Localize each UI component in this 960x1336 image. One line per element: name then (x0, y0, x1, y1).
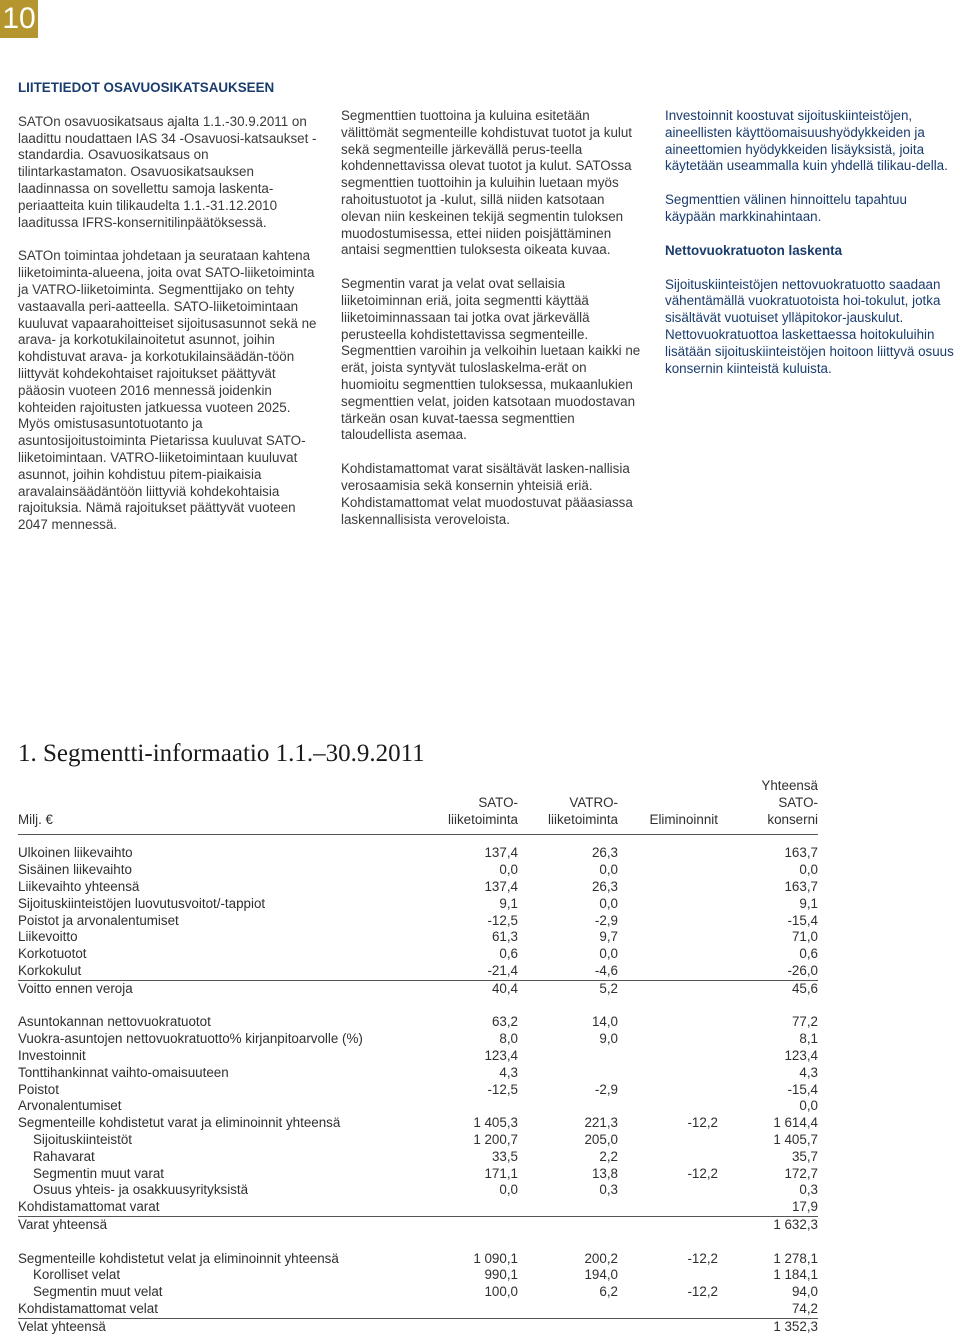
cell-c3 (618, 1132, 718, 1149)
row-label: Korkokulut (18, 963, 378, 980)
cell-c4: 17,9 (718, 1199, 818, 1216)
cell-c3 (618, 835, 718, 862)
cell-c2: -4,6 (518, 963, 618, 980)
cell-c2 (518, 1098, 618, 1115)
cell-c2: 200,2 (584, 1250, 618, 1266)
cell-c4: 172,7 (784, 1165, 818, 1181)
cell-c3 (618, 1149, 718, 1166)
table-row (18, 1048, 818, 1065)
cell-c4: 4,3 (799, 1064, 818, 1080)
cell-c3 (618, 879, 718, 896)
row-label: Korolliset velat (33, 1267, 121, 1283)
cell-c1: -12,5 (487, 1081, 518, 1097)
cell-c4: 1 278,1 (773, 1250, 818, 1266)
cell-c3: -12,2 (687, 1115, 718, 1131)
row-label: Segmenteille kohdistetut varat ja eliminoinnit yhteensä (18, 1115, 341, 1131)
cell-c3 (618, 896, 718, 913)
cell-c4: 45,6 (791, 980, 818, 996)
paragraph: Segmentin varat ja velat ovat sellaisia liiketoiminnan eriä, joita segmentti käyttää liiketoiminnassaan tai jotka ovat järkevällä perusteella kohdistettavissa segmenteille. Segmenttien varoihin ja velkoihin luetaan kaikki ne erät, joista syntyvät tuloslaskelma-erät on huomioitu segmenttien tuloksessa, mukaanlukien segmenttien velat, joiden katsotaan muodostavan tärkeän osan kuvat-taessa segmenttien taloudellista asemaa. (341, 276, 641, 443)
row-label: Voitto ennen veroja (18, 980, 133, 996)
table-row (18, 1082, 818, 1099)
table-row (18, 980, 818, 997)
cell-c2 (518, 1199, 618, 1216)
cell-c2: 0,0 (599, 895, 618, 911)
table-row (18, 835, 818, 862)
table-row (18, 963, 818, 980)
column-2 (341, 108, 641, 545)
table-row (18, 1115, 818, 1132)
cell-c3: -12,2 (687, 1250, 718, 1266)
table-row (18, 1149, 818, 1166)
cell-c1 (378, 1199, 518, 1216)
cell-c1: 137,4 (484, 845, 518, 861)
row-label: Osuus yhteis- ja osakkuusyrityksistä (33, 1182, 249, 1198)
spacer-cell (18, 1234, 818, 1251)
cell-c3 (618, 1182, 718, 1199)
cell-c2: 2,2 (599, 1148, 618, 1164)
cell-c4: 77,2 (791, 1014, 818, 1030)
cell-c1 (378, 1318, 518, 1335)
cell-c2: -2,9 (594, 912, 618, 928)
cell-c2: 194,0 (584, 1267, 618, 1283)
row-label: Investoinnit (18, 1047, 86, 1063)
cell-c1: 0,6 (499, 946, 518, 962)
cell-c4: 74,2 (718, 1301, 818, 1318)
cell-c2: 6,2 (599, 1284, 618, 1300)
cell-c1: 33,5 (491, 1148, 518, 1164)
table-row (18, 946, 818, 963)
cell-c4: 94,0 (791, 1284, 818, 1300)
table-row (18, 1301, 818, 1318)
cell-c1: -12,5 (487, 912, 518, 928)
cell-c1: 4,3 (499, 1064, 518, 1080)
cell-c3 (618, 963, 718, 980)
row-label: Rahavarat (33, 1148, 95, 1164)
row-label: Poistot ja arvonalentumiset (18, 912, 179, 928)
row-label: Kohdistamattomat varat (18, 1199, 378, 1216)
column-3 (665, 108, 955, 394)
table-row (18, 913, 818, 930)
header-total: Yhteensä SATO- konserni (718, 778, 818, 835)
table-row (18, 1166, 818, 1183)
cell-c4: -15,4 (787, 1081, 818, 1097)
cell-c1: 1 405,3 (473, 1115, 518, 1131)
cell-c3 (618, 929, 718, 946)
cell-c4: -26,0 (718, 963, 818, 980)
column-1 (18, 80, 318, 551)
cell-c2 (518, 1318, 618, 1335)
table-row (18, 1065, 818, 1082)
cell-c2: 9,0 (599, 1031, 618, 1047)
cell-c3 (618, 1318, 718, 1335)
cell-c1 (378, 1216, 518, 1233)
paragraph: SATOn osavuosikatsaus ajalta 1.1.-30.9.2011 on laadittu noudattaen IAS 34 -Osavuosi-katsaukset -standardia. Osavuosikatsaus on tilintarkastamaton. Osavuosikatsauksen laadinnassa on sovellettu samoja laskenta-periaatteita kuin tilikaudelta 1.1.-31.12.2010 laaditussa IFRS-konsernitilinpäätöksessä. (18, 113, 317, 230)
row-label: Poistot (18, 1081, 59, 1097)
cell-c2: 221,3 (584, 1115, 618, 1131)
cell-c3 (618, 1216, 718, 1233)
cell-c2 (518, 1216, 618, 1233)
cell-c1 (378, 1098, 518, 1115)
cell-c4: 1 352,3 (773, 1318, 818, 1334)
cell-c1: 8,0 (499, 1031, 518, 1047)
cell-c3: -12,2 (687, 1284, 718, 1300)
table-row (18, 1199, 818, 1216)
cell-c4: -15,4 (787, 912, 818, 928)
cell-c3 (618, 1267, 718, 1284)
cell-c4: 35,7 (791, 1148, 818, 1164)
cell-c1: 137,4 (484, 878, 518, 894)
header-eliminations: Eliminoinnit (618, 778, 718, 835)
section-heading: LIITETIEDOT OSAVUOSIKATSAUKSEEN (18, 80, 275, 95)
cell-c1: 40,4 (491, 980, 518, 996)
cell-c3 (618, 1048, 718, 1065)
table-row (18, 1267, 818, 1284)
row-label: Segmentin muut varat (33, 1165, 164, 1181)
cell-c2: 14,0 (591, 1014, 618, 1030)
cell-c1: 1 200,7 (473, 1131, 518, 1147)
cell-c3 (618, 913, 718, 930)
row-label: Sijoituskiinteistöjen luovutusvoitot/-tappiot (18, 895, 266, 911)
cell-c2: 0,0 (599, 862, 618, 878)
cell-c2 (518, 1301, 618, 1318)
cell-c1: 990,1 (484, 1267, 518, 1283)
cell-c4: 9,1 (799, 895, 818, 911)
row-label: Liikevoitto (18, 929, 78, 945)
table-row (18, 1284, 818, 1301)
cell-c1: 0,0 (499, 862, 518, 878)
cell-c4: 163,7 (784, 845, 818, 861)
table-row (18, 1216, 818, 1233)
cell-c2: 0,0 (599, 946, 618, 962)
table-spacer (18, 998, 818, 1015)
segment-table (18, 778, 818, 1336)
cell-c3 (618, 1098, 718, 1115)
row-label: Ulkoinen liikevaihto (18, 845, 133, 861)
table-row (18, 1251, 818, 1268)
cell-c4: 0,3 (799, 1182, 818, 1198)
table-header-row (18, 778, 818, 835)
row-label: Tonttihankinnat vaihto-omaisuuteen (18, 1064, 229, 1080)
cell-c4: 71,0 (791, 929, 818, 945)
table-row (18, 1014, 818, 1031)
spacer-cell (18, 998, 818, 1015)
subheading: Nettovuokratuoton laskenta (665, 242, 843, 258)
cell-c4: 0,6 (799, 946, 818, 962)
cell-c1: 9,1 (499, 895, 518, 911)
paragraph: Investoinnit koostuvat sijoituskiinteistöjen, aineellisten käyttöomaisuushyödykkeiden ja aineettomien hyödykkeiden lisäyksistä, joita käytetään useammalla kuin yhdellä tilikau-della. (665, 108, 948, 174)
row-label: Velat yhteensä (18, 1318, 106, 1334)
table-row (18, 1031, 818, 1048)
cell-c3 (618, 980, 718, 997)
cell-c4: 123,4 (784, 1047, 818, 1063)
page-number: 10 (0, 0, 38, 38)
cell-c2: 26,3 (591, 878, 618, 894)
cell-c1: -21,4 (378, 963, 518, 980)
cell-c2 (518, 1048, 618, 1065)
cell-c4: 1 632,3 (773, 1216, 818, 1232)
row-label: Liikevaihto yhteensä (18, 878, 140, 894)
cell-c1: 171,1 (484, 1165, 518, 1181)
cell-c3 (618, 946, 718, 963)
cell-c1: 61,3 (491, 929, 518, 945)
paragraph: SATOn toimintaa johdetaan ja seurataan kahtena liiketoiminta-alueena, joita ovat SATO-liiketoiminta ja VATRO-liiketoiminta. Segmenttijako on tehty vastaavalla peri-aatteella. SATO-liiketoimintaan kuuluvat vapaarahoitteiset sijoitusasunnot sekä ne arava- ja korkotukilainoitetut asunnot, joihin kohdistuvat arava- ja korkotukilainsäädän-töön liittyvät kohdekohtaiset rajoitukset päättyvät pääosin vuoteen 2016 mennessä joidenkin kohteiden rajoitusten jatkuessa vuoteen 2025. Myös omistusasuntotuotanto ja asuntosijoitustoiminta Pietarissa kuuluvat SATO-liiketoimintaan. VATRO-liiketoimintaan kuuluvat asunnot, joihin kohdistuu pitem-piaikaisia aravalainsäädäntöön liittyviä kohdekohtaisia rajoituksia. Nämä rajoitukset päättyvät vuoteen 2047 mennessä. (18, 248, 317, 533)
table-row (18, 862, 818, 879)
row-label: Asuntokannan nettovuokratuotot (18, 1014, 211, 1030)
table-row (18, 1182, 818, 1199)
cell-c1 (378, 1301, 518, 1318)
cell-c2: -2,9 (594, 1081, 618, 1097)
cell-c4: 1 405,7 (773, 1131, 818, 1147)
row-label: Korkotuotot (18, 946, 87, 962)
cell-c2: 9,7 (599, 929, 618, 945)
cell-c3 (618, 1082, 718, 1099)
cell-c3 (618, 1301, 718, 1318)
paragraph: Segmenttien välinen hinnoittelu tapahtuu käypään markkinahintaan. (665, 192, 907, 224)
cell-c1: 1 090,1 (473, 1250, 518, 1266)
paragraph: Kohdistamattomat varat sisältävät lasken-nallisia verosaamisia sekä konsernin yhteisiä eriä. Kohdistamattomat velat muodostuvat pääasiassa laskennallisista veroveloista. (341, 461, 633, 527)
cell-c2: 5,2 (599, 980, 618, 996)
cell-c2: 26,3 (591, 845, 618, 861)
row-label: Kohdistamattomat velat (18, 1301, 378, 1318)
table-row (18, 1318, 818, 1335)
cell-c3 (618, 1199, 718, 1216)
cell-c3 (618, 1065, 718, 1082)
cell-c3 (618, 862, 718, 879)
row-label: Segmentin muut velat (33, 1284, 163, 1300)
table-row (18, 929, 818, 946)
header-unit: Milj. € (18, 778, 378, 835)
table-row (18, 1132, 818, 1149)
cell-c4: 1 184,1 (773, 1267, 818, 1283)
table-row (18, 1098, 818, 1115)
header-sato: SATO- liiketoiminta (378, 778, 518, 835)
header-vatro: VATRO- liiketoiminta (518, 778, 618, 835)
row-label: Segmenteille kohdistetut velat ja eliminoinnit yhteensä (18, 1250, 339, 1266)
row-label: Sisäinen liikevaihto (18, 862, 132, 878)
cell-c2: 13,8 (591, 1165, 618, 1181)
cell-c4: 1 614,4 (773, 1115, 818, 1131)
paragraph: Sijoituskiinteistöjen nettovuokratuotto saadaan vähentämällä vuokratuotoista hoi-tokulut, jotka sisältävät vuotuiset ylläpitokor-jauskulut. Nettovuokratuottoa laskettaessa hoitokuluihin lisätään sijoituskiinteistöjen hoitoon liittyvä osuus konsernin kiinteistä kuluista. (665, 276, 954, 376)
row-label: Sijoituskiinteistöt (33, 1131, 132, 1147)
cell-c1: 0,0 (499, 1182, 518, 1198)
cell-c2: 0,3 (599, 1182, 618, 1198)
table-row (18, 879, 818, 896)
table-spacer (18, 1234, 818, 1251)
paragraph: Segmenttien tuottoina ja kuluina esitetään välittömät segmenteille kohdistuvat tuotot ja kulut sekä segmenteille järkevällä perus-teella kohdennettavissa olevat tuotot ja kulut. SATOssa segmenttien tuottoihin ja kuluihin luetaan myös rahoitustuotot ja -kulut, sillä niiden katsotaan olevan niin keskeinen tekijä segmentin tuloksen muodostumisessa, ettei niiden poisjättäminen antaisi segmenttien tuloksesta oikeata kuvaa. (341, 108, 633, 258)
row-label: Varat yhteensä (18, 1216, 108, 1232)
cell-c1: 100,0 (484, 1284, 518, 1300)
cell-c1: 63,2 (491, 1014, 518, 1030)
row-label: Vuokra-asuntojen nettovuokratuotto% kirjanpitoarvolle (%) (18, 1031, 363, 1047)
cell-c4: 163,7 (784, 878, 818, 894)
cell-c4: 8,1 (799, 1031, 818, 1047)
cell-c2 (518, 1065, 618, 1082)
table-title: 1. Segmentti-informaatio 1.1.–30.9.2011 (18, 740, 425, 767)
table-row (18, 896, 818, 913)
cell-c4: 0,0 (799, 862, 818, 878)
row-label: Arvonalentumiset (18, 1098, 122, 1114)
cell-c2: 205,0 (584, 1131, 618, 1147)
cell-c4: 0,0 (799, 1098, 818, 1114)
cell-c3 (618, 1031, 718, 1048)
cell-c1: 123,4 (484, 1047, 518, 1063)
cell-c3 (618, 1014, 718, 1031)
cell-c3: -12,2 (687, 1165, 718, 1181)
